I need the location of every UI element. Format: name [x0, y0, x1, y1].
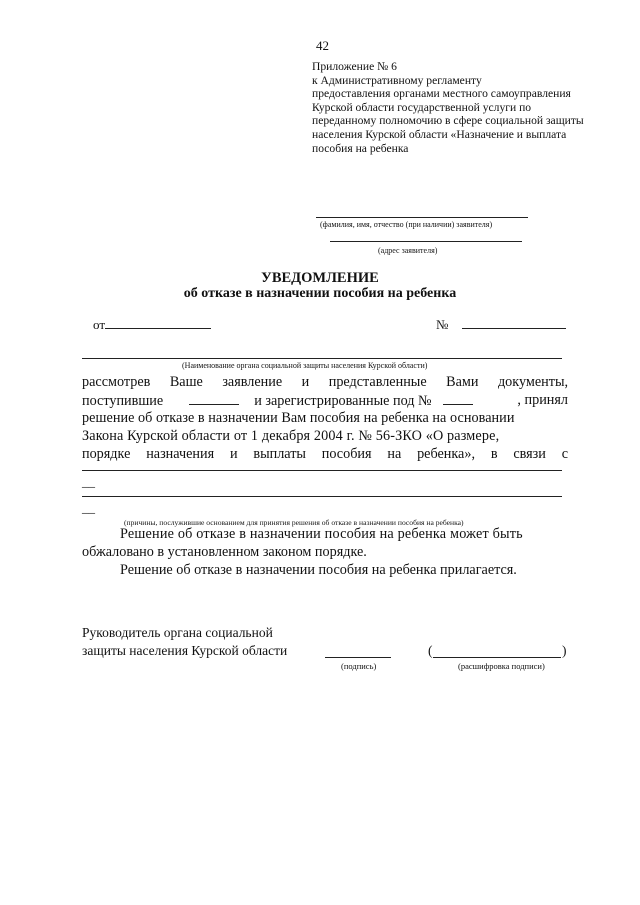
- appeal-line-2: обжаловано в установленном законом порядке.: [82, 544, 367, 560]
- annex-line: переданному полномочию в сфере социальной защиты: [312, 114, 584, 128]
- date-field: [93, 316, 211, 333]
- annex-line: к Административному регламенту: [312, 73, 482, 87]
- applicant-name-caption: (фамилия, имя, отчество (при наличии) заявителя): [320, 220, 493, 229]
- decode-close-paren: ): [562, 643, 567, 658]
- body-line-5: порядке назначения и выплаты пособия на ребенка», в связи с: [82, 446, 568, 462]
- body-line-2: поступившие и зарегистрированные под № , принял: [82, 392, 568, 409]
- attached-note: Решение об отказе в назначении пособия на ребенка прилагается.: [120, 562, 517, 578]
- reasons-dash-2: __: [82, 500, 95, 515]
- decode-open-paren: (: [428, 643, 433, 658]
- document-subtitle: об отказе в назначении пособия на ребенка: [183, 286, 457, 301]
- number-input[interactable]: [462, 316, 566, 329]
- authority-caption: (Наименование органа социальной защиты населения Курской области): [182, 361, 428, 370]
- head-title-line-2: защиты населения Курской области: [82, 643, 288, 658]
- annex-line: населения Курской области «Назначение и выплата: [312, 127, 567, 141]
- body-line-1: рассмотрев Ваше заявление и представленные Вами документы,: [82, 374, 569, 390]
- annex-line: Приложение № 6: [312, 60, 397, 73]
- registration-number-input[interactable]: [443, 392, 473, 405]
- annex-line: Курской области государственной услуги по: [312, 100, 532, 114]
- signature-caption: (подпись): [341, 661, 377, 671]
- body-line-3: решение об отказе в назначении Вам пособия на ребенка на основании: [82, 410, 515, 426]
- body-line-4: Закона Курской области от 1 декабря 2004 г. № 56-ЗКО «О размере,: [82, 428, 500, 444]
- received-date-input[interactable]: [189, 392, 239, 405]
- signature-line[interactable]: [325, 657, 391, 658]
- applicant-address-line[interactable]: [330, 241, 522, 242]
- annex-line: пособия на ребенка: [312, 141, 409, 155]
- page-number: 42: [316, 38, 329, 53]
- document-title: УВЕДОМЛЕНИЕ: [261, 270, 379, 286]
- reasons-dash-1: __: [82, 474, 95, 489]
- decode-line[interactable]: [433, 657, 561, 658]
- date-label: от: [93, 317, 106, 332]
- head-title-line-1: Руководитель органа социальной: [82, 625, 273, 640]
- reasons-line-2[interactable]: [82, 496, 562, 497]
- reasons-line-1[interactable]: [82, 470, 562, 471]
- annex-line: предоставления органами местного самоуправления: [312, 87, 571, 101]
- applicant-address-caption: (адрес заявителя): [378, 246, 438, 255]
- reasons-caption: (причины, послужившие основанием для принятия решения об отказе в назначении пособия на ребенка): [124, 518, 464, 527]
- number-field: [436, 316, 566, 333]
- decode-caption: (расшифровка подписи): [458, 661, 545, 671]
- appeal-line-1: Решение об отказе в назначении пособия на ребенка может быть: [120, 526, 523, 542]
- date-input[interactable]: [105, 316, 211, 329]
- applicant-name-line[interactable]: [316, 217, 528, 218]
- annex-header: [312, 60, 584, 155]
- number-label: №: [436, 317, 449, 332]
- authority-line[interactable]: [82, 358, 562, 359]
